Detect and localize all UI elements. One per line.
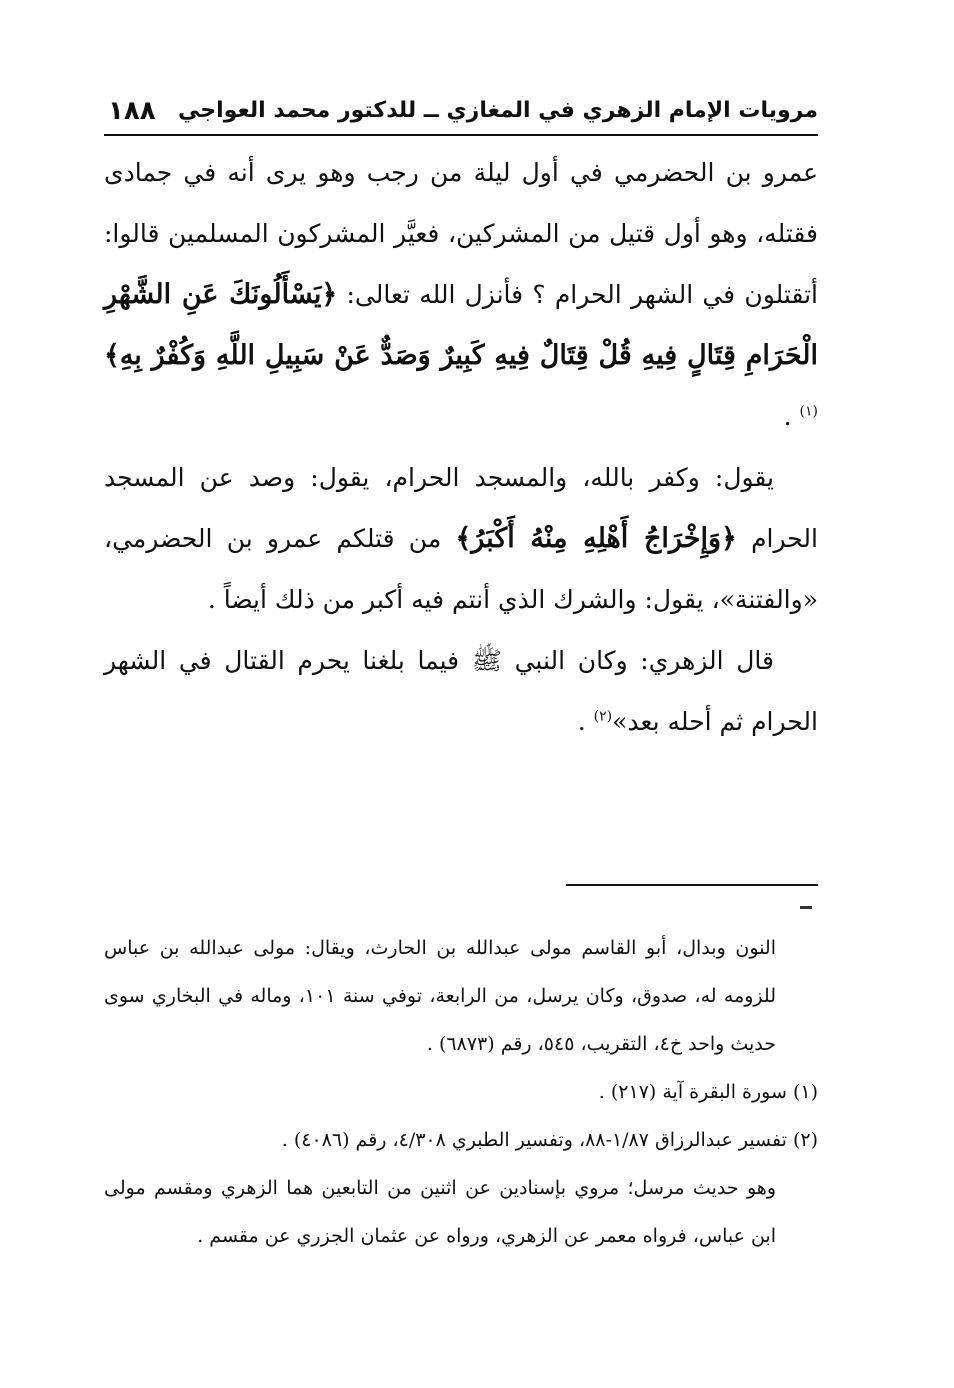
footnote-ref-1: (١) <box>799 403 818 420</box>
main-text <box>104 142 818 752</box>
page-number: ١٨٨ <box>108 96 156 126</box>
paragraph-1 <box>104 142 818 447</box>
paragraph-2-text-a: يقول: وكفر بالله، والمسجد الحرام، يقول: وصد عن المسجد الحرام <box>104 463 818 553</box>
running-header <box>104 96 818 136</box>
paragraph-1-text-a: عمرو بن الحضرمي في أول ليلة من رجب وهو يرى أنه في جمادى فقتله، وهو أول قتيل من المشركين، فعيَّر المشركون المسلمين قالوا: أتقتلون في الشهر الحرام ؟ فأنزل الله تعالى: <box>104 158 818 309</box>
footnote-2: (٢) تفسير عبدالرزاق ١/٨٧-٨٨، وتفسير الطبري ٤/٣٠٨، رقم (٤٠٨٦) . <box>281 1129 818 1151</box>
paragraph-3 <box>104 630 818 752</box>
footnote-separator <box>566 884 818 886</box>
paragraph-3-text-b: . <box>577 707 594 736</box>
footnote-ref-2: (٢) <box>593 708 613 725</box>
paragraph-2-text-b: من قتلكم عمرو بن الحضرمي، «والفتنة»، يقول: والشرك الذي أنتم فيه أكبر من ذلك أيضاً . <box>104 524 818 614</box>
quran-quote-2: ﴿وَإِخْرَاجُ أَهْلِهِ مِنْهُ أَكْبَرُ﴾ <box>455 523 737 554</box>
footnote-continuation-mark <box>800 906 812 909</box>
paragraph-1-text-b: . <box>783 402 800 431</box>
paragraph-3-text-a: قال الزهري: وكان النبي ﷺ فيما بلغنا يحرم القتال في الشهر الحرام ثم أحله بعد» <box>104 646 818 736</box>
footnote-2-note: وهو حديث مرسل؛ مروي بإسنادين عن اثنين من التابعين هما الزهري ومقسم مولى ابن عباس، فرواه معمر عن الزهري، ورواه عن عثمان الجزري عن مقسم . <box>104 1177 776 1247</box>
footnote-1: (١) سورة البقرة آية (٢١٧) . <box>598 1081 818 1103</box>
header-title: مرويات الإمام الزهري في المغازي ــ للدكتور محمد العواجي <box>178 98 818 123</box>
quran-quote-1: ﴿يَسْأَلُونَكَ عَنِ الشَّهْرِ الْحَرَامِ قِتَالٍ فِيهِ قُلْ قِتَالٌ فِيهِ كَبِيرٌ وَصَدٌّ عَنْ سَبِيلِ اللَّهِ وَكُفْرٌ بِهِ﴾ <box>104 279 818 371</box>
footnote-continuation: النون وبدال، أبو القاسم مولى عبدالله بن الحارث، ويقال: مولى عبدالله بن عباس للزومه له، صدوق، وكان يرسل، من الرابعة، توفي سنة ١٠١، وماله في البخاري سوى حديث واحد خ٤، التقريب، ٥٤٥، رقم (٦٨٧٣) . <box>104 937 776 1055</box>
paragraph-2 <box>104 447 818 630</box>
footnotes <box>104 924 818 1260</box>
